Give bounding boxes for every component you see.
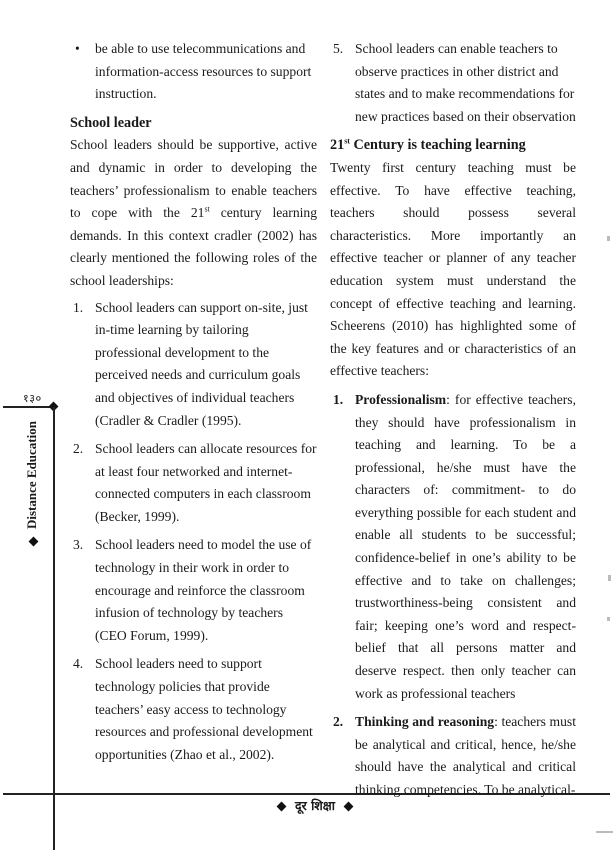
right-column bbox=[330, 38, 576, 802]
heading-text: Century is teaching learning bbox=[349, 137, 526, 154]
list-text: : teachers must be analytical and critical, hence, he/she should have the analytical and critical thinking competencies. To be analytical- bbox=[355, 714, 576, 797]
list-item bbox=[70, 438, 317, 528]
list-text: School leaders need to support technology policies that provide teachers’ easy access to technology resources and professional development opportunities (Zhao et al., 2002). bbox=[95, 656, 313, 762]
side-label bbox=[24, 421, 40, 545]
left-column bbox=[70, 38, 317, 766]
intro-text-cont: century learning demands. In this context cradler (2002) has clearly mentioned the following roles of the school leaderships: bbox=[70, 205, 317, 288]
list-marker: 4. bbox=[73, 656, 84, 672]
list-item bbox=[70, 653, 317, 766]
list-text: School leaders can allocate resources for at least four networked and internet-connected computers in each classroom (Becker, 1999). bbox=[95, 441, 317, 524]
list-item bbox=[330, 711, 576, 801]
list-item bbox=[330, 38, 576, 128]
scan-speck bbox=[608, 575, 611, 581]
scan-speck bbox=[607, 236, 610, 241]
list-item bbox=[70, 297, 317, 433]
list-marker: 5. bbox=[333, 41, 344, 56]
intro-text: School leaders should be supportive, active and dynamic in order to developing the teachers’ professionalism to enable teachers to cope with the 21 bbox=[70, 137, 317, 221]
list-marker: 2. bbox=[73, 441, 84, 457]
bullet-item bbox=[70, 38, 317, 106]
list-term: Professionalism bbox=[355, 391, 447, 407]
list-text: School leaders need to model the use of technology in their work in order to encourage and reinforce the classroom infusion of technology by teachers (CEO Forum, 1999). bbox=[95, 537, 312, 643]
diamond-icon bbox=[344, 802, 354, 812]
page-number: १३० bbox=[23, 392, 42, 405]
list-term: Thinking and reasoning bbox=[355, 714, 495, 730]
superscript: st bbox=[344, 136, 350, 146]
scan-speck bbox=[607, 617, 610, 621]
heading-num: 21 bbox=[330, 137, 345, 154]
section-heading-school-leader: School leader bbox=[70, 114, 152, 131]
list-text: : for effective teachers, they should have professionalism in teaching and learning. To be a professional, he/she must have the characters of: commitment- to do everything possible for each student and enable all students to be successful; confidence-belief in one’s ability to be effective and to take on challenges; trustworthiness-being consistent and fair; keeping one’s word and respect- belief that all persons matter and deserve respect. then only teacher can work as professional teachers bbox=[355, 391, 576, 701]
page-number-rule bbox=[3, 406, 54, 408]
bullet-marker: • bbox=[75, 41, 80, 56]
list-item bbox=[70, 534, 317, 647]
side-label-text: Distance Education bbox=[24, 421, 39, 529]
footer-text: दूर शिक्षा bbox=[294, 798, 336, 813]
diamond-icon bbox=[28, 537, 38, 547]
page-footer bbox=[250, 797, 380, 814]
margin-rule bbox=[53, 407, 55, 850]
intro-paragraph bbox=[70, 134, 317, 292]
list-marker: 3. bbox=[73, 537, 84, 553]
list-marker: 2. bbox=[333, 714, 344, 730]
list-text: School leaders can enable teachers to observe practices in other district and states and to make recommendations for new practices based on their observation bbox=[355, 41, 576, 124]
list-item bbox=[330, 389, 576, 705]
list-marker: 1. bbox=[333, 391, 344, 407]
scan-speck bbox=[596, 831, 613, 833]
superscript: st bbox=[204, 204, 210, 214]
list-text: School leaders can support on-site, just in-time learning by tailoring professional development to the perceived needs and curriculum goals and objectives of individual teachers (Cradler & Cradler (1995). bbox=[95, 299, 308, 428]
bullet-text: be able to use telecommunications and information-access resources to support instruction. bbox=[95, 41, 312, 102]
list-marker: 1. bbox=[73, 299, 84, 315]
section-heading-21st-century bbox=[330, 134, 576, 157]
diamond-icon bbox=[277, 802, 287, 812]
intro-paragraph: Twenty first century teaching must be effective. To have effective teaching, teachers should possess several characteristics. More importantly an effective teacher or planner of any teacher education system must understand the concept of effective teaching and learning. Scheerens (2010) has highlighted some of the key features and or characteristics of an effective teachers: bbox=[330, 159, 576, 379]
